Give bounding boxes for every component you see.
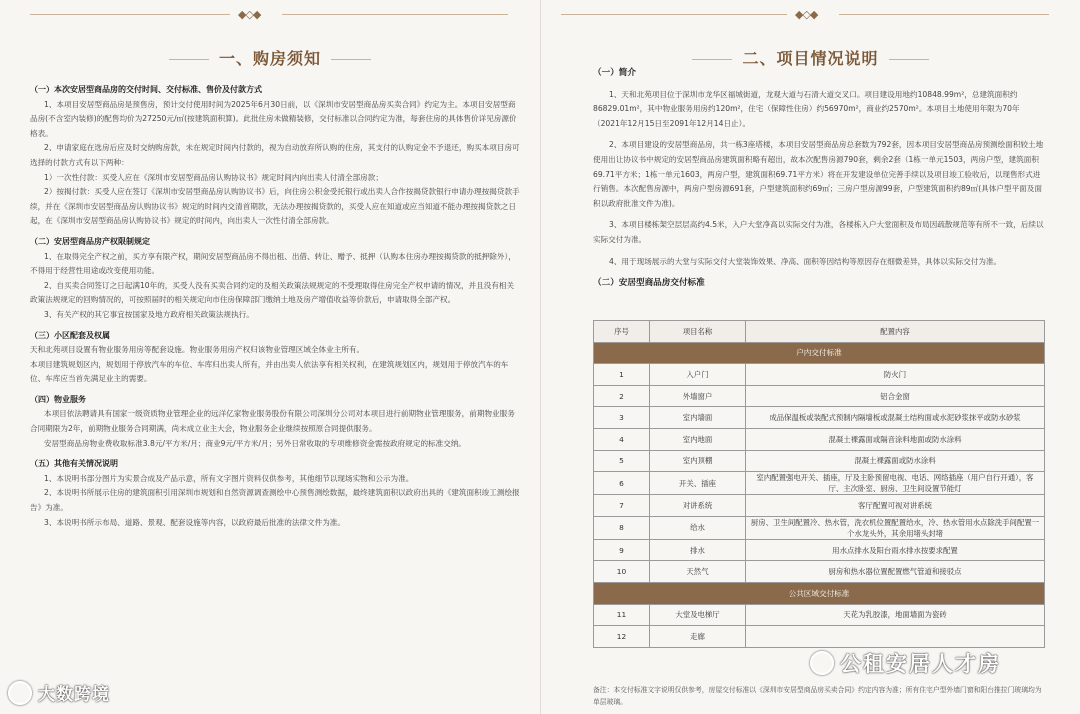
cell-item: 给水: [650, 516, 746, 539]
cell-item: 开关、插座: [650, 472, 746, 495]
ornament-icon: ◆◇◆: [795, 8, 818, 21]
cell-item: 室内墙面: [650, 407, 746, 429]
cell-config: 室内配置强电开关、插座，厅及主卧预留电视、电话、网络插座（用户自行开通），客厅、主次卧室、厨房、卫生间设置节能灯: [746, 472, 1045, 495]
cell-config: 铝合金窗: [746, 385, 1045, 407]
paragraph: 3、本说明书所示布局、道路、景观、配套设施等内容，以政府最后批准的法律文件为准。: [44, 517, 345, 527]
table-row: [594, 428, 1045, 450]
cell-index: 12: [594, 626, 650, 648]
table-header-row: [594, 321, 1045, 343]
top-rule-right: [282, 14, 508, 15]
watermark-logo-icon: [8, 681, 32, 705]
paragraph: 1、本说明书部分图片为实景合成及产品示意，所有文字图片资料仅供参考，其他细节以现场实物和公示为准。: [44, 473, 414, 483]
subheading: （四）物业服务: [30, 394, 86, 404]
table-row: [594, 495, 1045, 517]
cell-index: 2: [594, 385, 650, 407]
wechat-icon: [810, 651, 834, 675]
top-rule-left: [30, 14, 230, 15]
paragraph: 2、申请家庭在选房后应及时交纳购房款，未在规定时间内付款的，视为自动放弃所认购的住房，其支付的认购定金不予退还，购买本项目房可选择的付款方式有以下两种：: [30, 143, 520, 167]
right-page: [540, 0, 1080, 714]
subheading: （一）本次安居型商品房的交付时间、交付标准、售价及付款方式: [30, 85, 262, 94]
table-row: [594, 364, 1045, 386]
paragraph: 2、自买卖合同签订之日起满10年的，买受人没有买卖合同约定的及相关政策法规规定的不受理取得住房完全产权申请的情况，并且没有相关政策法规规定的回购情况的，可按照届时的相关规定向市住房保障部门缴纳土地及房产增值收益等价款后，申请取得全部产权。: [30, 280, 515, 305]
group-label: 户内交付标准: [594, 342, 1045, 364]
cell-item: 排水: [650, 539, 746, 561]
subheading: （三）小区配套及权属: [30, 330, 110, 340]
cell-item: 室内地面: [650, 428, 746, 450]
cell-index: 6: [594, 472, 650, 495]
column-header: 项目名称: [650, 321, 746, 343]
cell-config: 客厅配置可视对讲系统: [746, 495, 1045, 517]
table-row: [594, 472, 1045, 495]
cell-index: 3: [594, 407, 650, 429]
cell-config: 天花为乳胶漆，地面墙面为瓷砖: [746, 604, 1045, 626]
table-row: [594, 604, 1045, 626]
subheading: （五）其他有关情况说明: [30, 459, 118, 469]
paragraph: 本项目依法聘请具有国家一级资质物业管理企业的远洋亿家物业服务股份有限公司深圳分公司对本项目进行前期物业管理服务，前期物业服务合同期限为2年，前期物业服务合同期满，尚未成立业主大会，物业服务企业继续按照原合同提供服务。: [30, 409, 515, 434]
group-row: [594, 342, 1045, 364]
cell-config: 防火门: [746, 364, 1045, 386]
group-label: 公共区域交付标准: [594, 582, 1045, 604]
cell-item: 天然气: [650, 561, 746, 583]
top-rule-left: [561, 14, 787, 15]
paragraph: 2、本项目建设的安居型商品房，共一栋3座塔楼，本项目安居型商品房总套数为792套，因本项目安居型商品房预测绘面积较土地使用出让协议书中规定的安居型商品房建筑面积略有超出，故本次配售房源790套，剩余2套（1栋一单元1503，两房户型，建筑面积69.71平方米；1栋一单元1603，两房户型，建筑面积69.71平方米）将在开发建设单位完善手续以及项目竣工验收后，以现售形式进行销售。本次配售房源中，两房户型房源691套，户型建筑面积约69㎡；三房户型房源99套，户型建筑面积约89㎡(具体户型平面及面积以政府批准文件为准)。: [593, 140, 1044, 208]
table-row: [594, 407, 1045, 429]
subheading: （二）安居型商品房产权限制规定: [30, 236, 150, 246]
group-row: [594, 582, 1045, 604]
cell-index: 5: [594, 450, 650, 472]
subheading: （一）简介: [593, 68, 636, 78]
section-title-left: 一、购房须知: [0, 46, 540, 69]
cell-config: 厨房和热水器位置配置燃气管道和接驳点: [746, 561, 1045, 583]
cell-item: 大堂及电梯厅: [650, 604, 746, 626]
paragraph: 本项目建筑规划区内，规划用于停放汽车的车位、车库归出卖人所有，并由出卖人依法享有相关权利，在建筑规划区内，规划用于停放汽车的车位、车库应当首先满足业主的需要。: [30, 359, 509, 384]
paragraph: 3、本项目楼栋架空层层高约4.5米，入户大堂净高以实际交付为准，各楼栋入户大堂面积及布局因疏散规范等有所不一致，后续以实际交付为准。: [593, 220, 1044, 244]
table-row: [594, 626, 1045, 648]
cell-item: 室内顶棚: [650, 450, 746, 472]
column-header: 配置内容: [746, 321, 1045, 343]
table-note: 备注：本交付标准文字说明仅供参考，房屋交付标准以《深圳市安居型商品房买卖合同》约定内容为准；所有住宅户型外墙门窗和阳台推拉门玻璃均为单层玻璃。: [593, 686, 1042, 706]
delivery-standard-table: [593, 320, 1045, 648]
watermark-left: 大数跨境: [8, 680, 110, 707]
purchase-notes: [30, 82, 520, 530]
section-title-right: 二、项目情况说明: [541, 46, 1080, 69]
cell-item: 走廊: [650, 626, 746, 648]
watermark-right: 公租安居人才房: [810, 648, 1001, 678]
column-header: 序号: [594, 321, 650, 343]
cell-config: 用水点排水及阳台雨水排水按要求配置: [746, 539, 1045, 561]
paragraph: 安居型商品房物业费收取标准3.8元/平方米/月；商业9元/平方米/月；另外日常收取的专项维修资金需按政府规定的标准交纳。: [44, 438, 467, 448]
paragraph: 2、本说明书所展示住房的建筑面积引用深圳市规划和自然资源调查测绘中心预售测绘数据，最终建筑面积以政府出具的《建筑面积竣工测绘报告》为准。: [30, 488, 520, 513]
cell-index: 7: [594, 495, 650, 517]
cell-config: 混凝土裸露面或防水涂料: [746, 450, 1045, 472]
cell-config: 混凝土裸露面或隔音涂料地面或防水涂料: [746, 428, 1045, 450]
cell-item: 外墙窗户: [650, 385, 746, 407]
cell-index: 9: [594, 539, 650, 561]
subheading: （二）安居型商品房交付标准: [593, 278, 705, 289]
ornament-icon: ◆◇◆: [238, 8, 261, 21]
cell-index: 11: [594, 604, 650, 626]
cell-index: 4: [594, 428, 650, 450]
paragraph: 3、有关产权的其它事宜按国家及地方政府相关政策法规执行。: [44, 309, 254, 319]
table-row: [594, 450, 1045, 472]
table-row: [594, 385, 1045, 407]
paragraph: 4、用于现场展示的大堂与实际交付大堂装饰效果、净高、面积等因结构等原因存在细微差异，具体以实际交付为准。: [609, 256, 1002, 266]
paragraph: 1）一次性付款：买受人应在《深圳市安居型商品房认购协议书》规定时间内向出卖人付清全部房款；: [44, 172, 383, 182]
table-row: [594, 539, 1045, 561]
table-row: [594, 516, 1045, 539]
cell-item: 入户门: [650, 364, 746, 386]
paragraph: 1、天和北苑项目位于深圳市龙华区福城街道，龙观大道与石清大道交叉口。项目建设用地约10848.99m²，总建筑面积约86829.01m²，其中物业服务用房约120m²，住宅（保障性住房）约56970m²，商业约2570m²。本项目土地使用年限为70年（2021年12月15日至2091年12月14日止）。: [593, 89, 1020, 128]
cell-config: 成品保温板或装配式预制内隔墙板或混凝土结构面或水泥砂浆抹平或防水砂浆: [746, 407, 1045, 429]
cell-config: 厨房、卫生间配置冷、热水管，洗衣机位置配置给水，冷、热水管用水点除洗手间配置一个水龙头外，其余用堵头封堵: [746, 516, 1045, 539]
cell-index: 8: [594, 516, 650, 539]
paragraph: 1、在取得完全产权之前，买方享有限产权，期间安居型商品房不得出租、出借、转让、赠予、抵押（认购本住房办理按揭贷款的抵押除外），不得用于经营性用途或改变使用功能。: [30, 251, 516, 276]
top-rule-right: [839, 14, 1049, 15]
paragraph: 2）按揭付款：买受人应在签订《深圳市安居型商品房认购协议书》后，向住房公积金受托银行或出卖人合作按揭贷款银行申请办理按揭贷款手续，并在《深圳市安居型商品房认购协议书》规定的时间内交清首期款，无法办理按揭贷款的，买受人应在知道或应当知道不能办理按揭贷款之日起，在《深圳市安居型商品房认购协议书》规定的时间内，向出卖人一次性付清全部房款。: [30, 187, 520, 226]
project-intro: [593, 66, 1044, 291]
cell-index: 1: [594, 364, 650, 386]
paragraph: 天和北苑项目设置有物业服务用房等配套设施。物业服务用房产权归该物业管理区域全体业主所有。: [30, 345, 365, 355]
cell-index: 10: [594, 561, 650, 583]
cell-config: [746, 626, 1045, 648]
table-row: [594, 561, 1045, 583]
cell-item: 对讲系统: [650, 495, 746, 517]
paragraph: 1、本项目安居型商品房是预售房，预计交付使用时间为2025年6月30日前，以《深圳市安居型商品房买卖合同》约定为主。本项目安居型商品房(不含室内装修)的配售均价为27250元/㎡(按建筑面积算)。此批住房未做精装修，交付标准以合同约定为准，每套住房的具体售价详见房源价格表。: [30, 99, 517, 138]
